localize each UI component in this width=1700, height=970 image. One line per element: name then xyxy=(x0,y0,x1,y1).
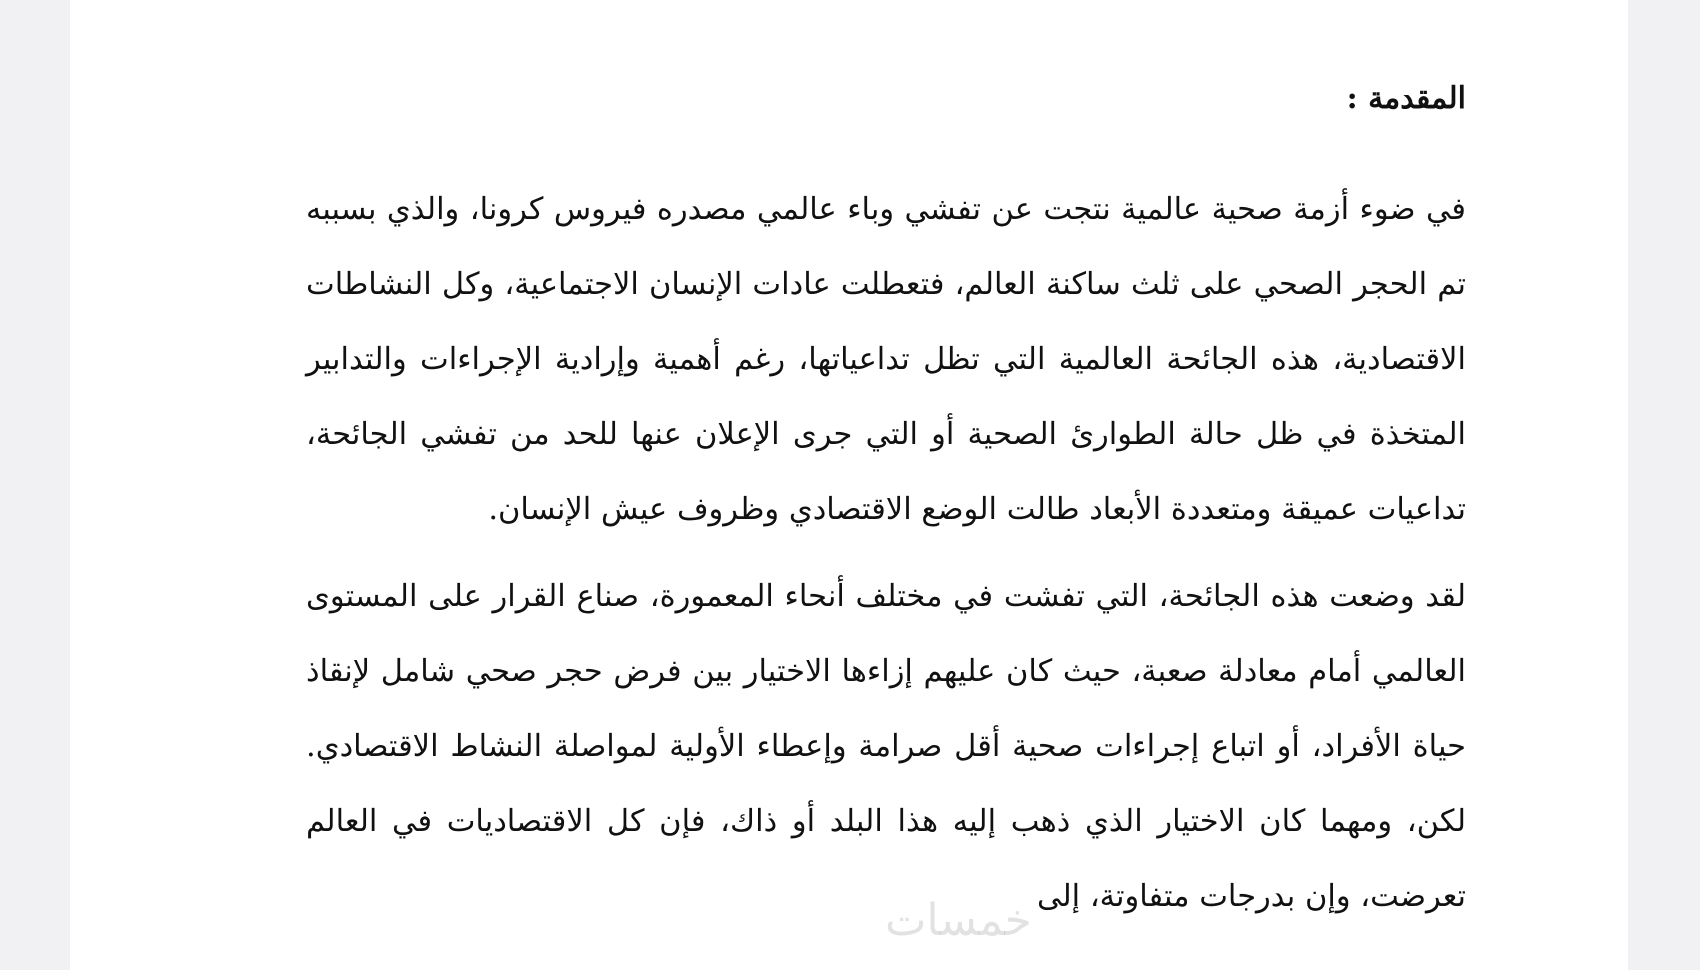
watermark-logo: خمسات xyxy=(885,895,1032,946)
paragraph: لقد وضعت هذه الجائحة، التي تفشت في مختلف أنحاء المعمورة، صناع القرار على المستوى العالمي أمام معادلة صعبة، حيث كان عليهم إزاءها الاختيار بين فرض حجر صحي شامل لإنقاذ حياة الأفراد، أو اتباع إجراءات صحية أقل صرامة وإعطاء الأولية لمواصلة النشاط الاقتصادي. لكن، ومهما كان الاختيار الذي ذهب إليه هذا البلد أو ذاك، فإن كل الاقتصاديات في العالم تعرضت، وإن بدرجات متفاوتة، إلى xyxy=(306,579,1466,914)
document-page xyxy=(70,0,1628,970)
document-content xyxy=(306,68,1466,934)
paragraph: في ضوء أزمة صحية عالمية نتجت عن تفشي وباء عالمي مصدره فيروس كرونا، والذي بسببه تم الحجر الصحي على ثلث ساكنة العالم، فتعطلت عادات الإنسان الاجتماعية، وكل النشاطات الاقتصادية، هذه الجائحة العالمية التي تظل تداعياتها، رغم أهمية وإرادية الإجراءات والتدابير المتخذة في ظل حالة الطوارئ الصحية أو التي جرى الإعلان عنها للحد من تفشي الجائحة، تداعيات عميقة ومتعددة الأبعاد طالت الوضع الاقتصادي وظروف عيش الإنسان. xyxy=(306,192,1466,527)
section-heading: المقدمة : xyxy=(1346,81,1466,116)
